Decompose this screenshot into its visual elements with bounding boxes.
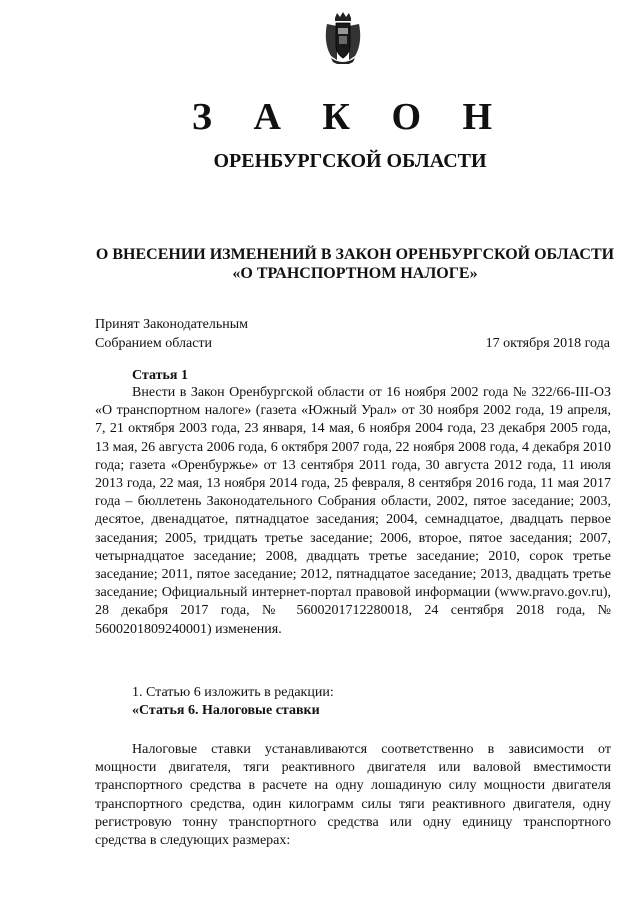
article-1-title: Статья 1 — [132, 368, 188, 383]
article-6-text: Налоговые ставки устанавливаются соответственно в зависимости от мощности двигателя, тяги реактивного двигателя или валовой вместимости транспортного средства в расчете на одну лошадиную силу мощности двигателя транспортного средства, один килограмм силы тяги реактивного двигателя, одну регистровую тонну транспортного средства или одну единицу транспортного средства в следующих размерах: — [95, 742, 611, 849]
document-heading-line-2: «О ТРАНСПОРТНОМ НАЛОГЕ» — [232, 265, 478, 282]
adoption-line-1: Принят Законодательным — [95, 317, 248, 332]
coat-of-arms-icon — [323, 12, 363, 64]
document-heading-line-1: О ВНЕСЕНИИ ИЗМЕНЕНИЙ В ЗАКОН ОРЕНБУРГСКОЙ ОБЛАСТИ — [95, 246, 615, 263]
law-subtitle: ОРЕНБУРГСКОЙ ОБЛАСТИ — [213, 150, 487, 172]
adoption-line-2: Собранием области — [95, 336, 213, 351]
law-title: З А К О Н — [191, 96, 509, 138]
article-1-text: Внести в Закон Оренбургской области от 16 ноября 2002 года № 322/66-III-ОЗ «О транспортном налоге» (газета «Южный Урал» от 30 ноября 2002 года, 19 апреля, 7, 21 октября 2003 года, 23 января, 14 мая, 6 ноября 2004 года, 23 декабря 2005 года, 13 мая, 26 августа 2006 года, 6 октября 2007 года, 22 ноября 2008 года, 4 декабря 2010 года; газета «Оренбуржье» от 13 сентября 2011 года, 30 августа 2012 года, 11 июля 2013 года, 22 мая, 13 ноября 2014 года, 25 февраля, 8 сентября 2016 года, 11 мая 2017 года – бюллетень Законодательного Собрания области, 2002, пятое заседание; 2003, десятое, двенадцатое, пятнадцатое заседания; 2004, семнадцатое, двадцать первое заседания; 2005, тридцать третье заседание; 2006, второе, пятое заседания; 2007, четырнадцатое заседание; 2008, двадцать третье заседание; 2010, сорок третье заседание; 2011, пятое заседание; 2012, пятнадцатое заседание; 2013, двадцать третье заседание; Официальный интернет-портал правовой информации (www.pravo.gov.ru), 28 декабря 2017 года, № 5600201712280018, 24 сентября 2018 года, № 5600201809240001) изменения. — [95, 385, 611, 637]
list-item-1: 1. Статью 6 изложить в редакции: — [132, 685, 334, 700]
adoption-statement — [95, 315, 248, 353]
article-6-title: «Статья 6. Налоговые ставки — [132, 703, 320, 718]
adoption-date: 17 октября 2018 года — [485, 336, 610, 351]
document-heading — [95, 245, 615, 283]
